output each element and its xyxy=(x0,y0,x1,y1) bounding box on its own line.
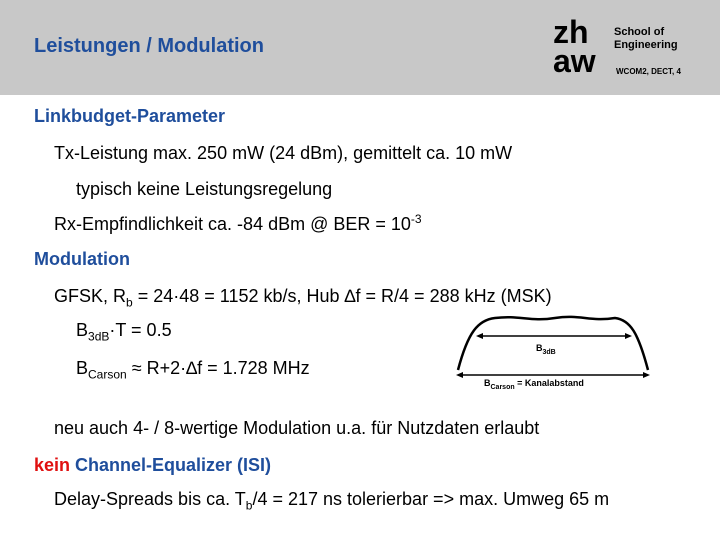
svg-text:aw: aw xyxy=(553,43,596,74)
equalizer-kein: kein xyxy=(34,455,71,475)
delay-spread-line xyxy=(54,489,609,513)
gfsk-line xyxy=(54,286,552,310)
new-modulation-line: neu auch 4- / 8-wertige Modulation u.a. für Nutzdaten erlaubt xyxy=(54,418,540,438)
bcarson-label-suffix: = Kanalabstand xyxy=(514,378,584,388)
zhaw-logo xyxy=(553,16,605,74)
delay-text: Delay-Spreads bis ca. T xyxy=(54,489,246,509)
b3db-line xyxy=(76,320,172,344)
bcarson-sub: Carson xyxy=(88,367,127,382)
gfsk-suffix: = 24·48 = 1152 kb/s, Hub ∆f = R/4 = 288 kHz (MSK) xyxy=(132,286,552,306)
b3db-suffix: ·T = 0.5 xyxy=(109,320,172,340)
header-bar xyxy=(0,0,720,95)
svg-text:zh: zh xyxy=(553,16,589,50)
gfsk-sub: b xyxy=(126,295,133,310)
bcarson-label-text: B xyxy=(484,378,491,388)
gfsk-text: GFSK, R xyxy=(54,286,127,306)
bcarson-line xyxy=(76,358,310,382)
school-line-1: School of xyxy=(614,26,665,38)
delay-suffix: /4 = 217 ns tolerierbar => max. Umweg 65 m xyxy=(252,489,610,509)
rx-sensitivity-line xyxy=(54,212,422,235)
slide-title: Leistungen / Modulation xyxy=(34,35,264,57)
b3db-sub: 3dB xyxy=(88,329,110,344)
b3db-text: B xyxy=(76,320,89,340)
bcarson-text: B xyxy=(76,358,89,378)
b3db-label xyxy=(536,343,556,356)
rx-exponent: -3 xyxy=(410,212,422,226)
tx-power-subline: typisch keine Leistungsregelung xyxy=(76,179,333,199)
school-line-2: Engineering xyxy=(614,39,678,51)
tx-power-line: Tx-Leistung max. 250 mW (24 dBm), gemittelt ca. 10 mW xyxy=(54,143,513,163)
spectrum-diagram xyxy=(450,310,660,405)
bcarson-suffix: ≈ R+2·∆f = 1.728 MHz xyxy=(126,358,310,378)
heading-equalizer xyxy=(34,455,271,476)
b3db-label-text: B xyxy=(536,343,543,353)
heading-modulation: Modulation xyxy=(34,249,130,269)
school-name xyxy=(614,26,678,52)
b3db-label-sub: 3dB xyxy=(542,348,556,356)
bcarson-label xyxy=(484,378,584,391)
rx-text: Rx-Empfindlichkeit ca. -84 dBm @ BER = 10 xyxy=(54,214,411,234)
equalizer-heading-text: Channel-Equalizer (ISI) xyxy=(70,455,272,475)
heading-linkbudget: Linkbudget-Parameter xyxy=(34,106,226,126)
bcarson-label-sub: Carson xyxy=(490,383,515,391)
course-id: WCOM2, DECT, 4 xyxy=(616,67,681,76)
delay-sub: b xyxy=(245,498,253,513)
